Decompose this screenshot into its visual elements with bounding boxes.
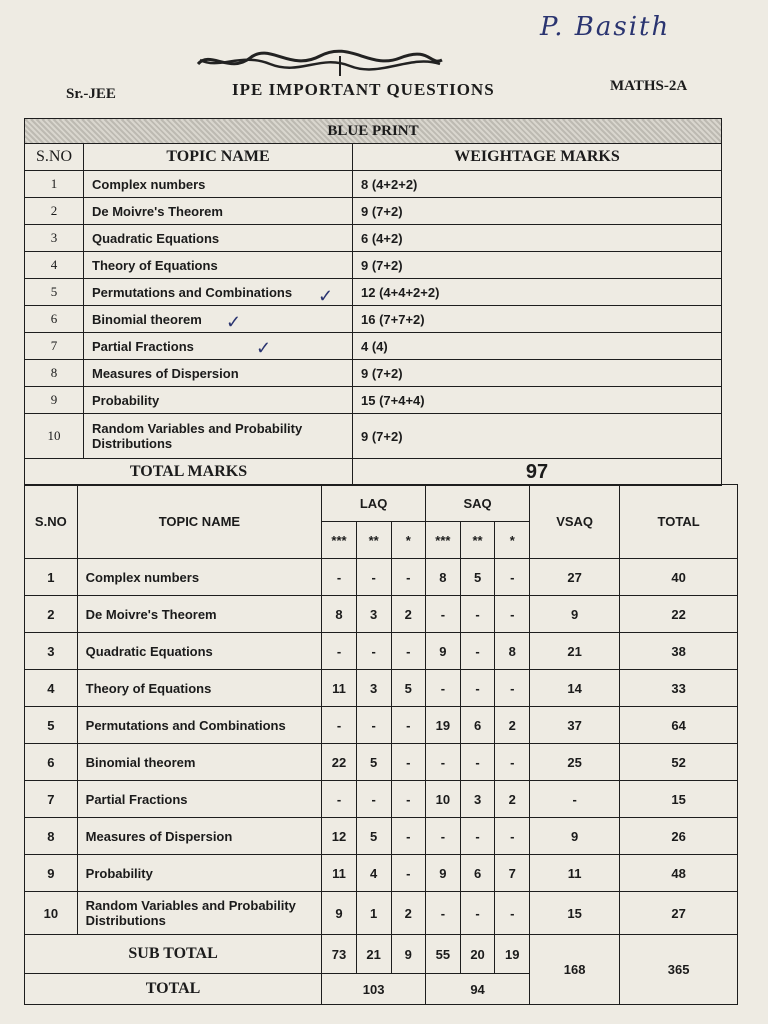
table-cell: - bbox=[460, 892, 495, 935]
table-cell: 8 bbox=[426, 559, 461, 596]
table-cell: - bbox=[426, 892, 461, 935]
table-cell: 4 (4) bbox=[353, 333, 722, 360]
table-cell: - bbox=[391, 744, 426, 781]
table-cell: 5 bbox=[356, 818, 391, 855]
table-cell: 10 bbox=[25, 414, 84, 459]
subtotal-label: SUB TOTAL bbox=[25, 935, 322, 974]
table-cell: 1 bbox=[356, 892, 391, 935]
table-cell: Quadratic Equations bbox=[77, 633, 321, 670]
table-cell: - bbox=[460, 633, 495, 670]
table-cell: 9 bbox=[25, 387, 84, 414]
subtotal-cell: 55 bbox=[426, 935, 461, 974]
table-cell: 6 bbox=[460, 855, 495, 892]
table-cell: - bbox=[391, 559, 426, 596]
table-cell: Theory of Equations bbox=[84, 252, 353, 279]
table-cell: 26 bbox=[620, 818, 738, 855]
table-cell: 5 bbox=[25, 279, 84, 306]
table-cell: 38 bbox=[620, 633, 738, 670]
table-cell: 6 bbox=[460, 707, 495, 744]
table-cell: Random Variables and Probability Distributions bbox=[77, 892, 321, 935]
table-cell: 19 bbox=[426, 707, 461, 744]
table-cell: 2 bbox=[495, 707, 530, 744]
table-row bbox=[25, 781, 738, 818]
table-cell: 5 bbox=[391, 670, 426, 707]
table-cell: 37 bbox=[530, 707, 620, 744]
col-weightage-header: WEIGHTAGE MARKS bbox=[353, 144, 722, 171]
table-cell: De Moivre's Theorem bbox=[84, 198, 353, 225]
table-cell: 6 bbox=[25, 306, 84, 333]
table-cell: 11 bbox=[322, 670, 357, 707]
table-cell: Probability bbox=[77, 855, 321, 892]
table-cell: 52 bbox=[620, 744, 738, 781]
table-row bbox=[25, 855, 738, 892]
check-mark-icon: ✓ bbox=[226, 312, 242, 332]
table-cell: - bbox=[322, 781, 357, 818]
table-cell: 40 bbox=[620, 559, 738, 596]
table-cell: 27 bbox=[530, 559, 620, 596]
col-laq-header: LAQ bbox=[322, 485, 426, 522]
table-cell: 7 bbox=[495, 855, 530, 892]
table-cell: 4 bbox=[356, 855, 391, 892]
scribbled-out-heading bbox=[190, 46, 450, 76]
table-cell: 9 bbox=[25, 855, 78, 892]
table-cell: 9 (7+2) bbox=[353, 198, 722, 225]
table-cell: 12 bbox=[322, 818, 357, 855]
table-cell: 16 (7+7+2) bbox=[353, 306, 722, 333]
table-row bbox=[25, 633, 738, 670]
table-cell: - bbox=[426, 818, 461, 855]
table-cell: - bbox=[356, 633, 391, 670]
table-cell: Measures of Dispersion bbox=[84, 360, 353, 387]
table-cell: - bbox=[460, 744, 495, 781]
table-row bbox=[25, 818, 738, 855]
table-cell: - bbox=[495, 818, 530, 855]
table-cell: 15 bbox=[530, 892, 620, 935]
col-total-header: TOTAL bbox=[620, 485, 738, 559]
table-cell: - bbox=[356, 707, 391, 744]
star-header: *** bbox=[426, 522, 461, 559]
col-sno-header: S.NO bbox=[25, 144, 84, 171]
table-cell: 9 bbox=[322, 892, 357, 935]
question-distribution-table bbox=[24, 484, 738, 1005]
table-cell: - bbox=[530, 781, 620, 818]
table-cell: 15 (7+4+4) bbox=[353, 387, 722, 414]
subtotal-cell: 9 bbox=[391, 935, 426, 974]
table-cell: - bbox=[322, 633, 357, 670]
table-cell: - bbox=[495, 596, 530, 633]
table-row bbox=[25, 707, 738, 744]
table-cell: 27 bbox=[620, 892, 738, 935]
table-cell: - bbox=[391, 818, 426, 855]
col-saq-header: SAQ bbox=[426, 485, 530, 522]
table-cell: - bbox=[495, 744, 530, 781]
table-cell: - bbox=[391, 855, 426, 892]
col-topic-header: TOPIC NAME bbox=[84, 144, 353, 171]
table-cell: 7 bbox=[25, 333, 84, 360]
table-cell: - bbox=[356, 559, 391, 596]
table-row bbox=[25, 596, 738, 633]
table-cell: - bbox=[391, 781, 426, 818]
table-cell: 1 bbox=[25, 559, 78, 596]
table-cell: 10 bbox=[426, 781, 461, 818]
handwritten-signature: P. Basith bbox=[540, 12, 671, 42]
table-cell: - bbox=[426, 744, 461, 781]
col-sno-header: S.NO bbox=[25, 485, 78, 559]
table-cell: 7 bbox=[25, 781, 78, 818]
table-cell: 33 bbox=[620, 670, 738, 707]
table-cell: - bbox=[356, 781, 391, 818]
table-row bbox=[25, 670, 738, 707]
table-cell: Binomial theorem bbox=[84, 306, 353, 333]
table-cell: Quadratic Equations bbox=[84, 225, 353, 252]
blueprint-table bbox=[24, 118, 722, 486]
table-cell: De Moivre's Theorem bbox=[77, 596, 321, 633]
table-row bbox=[25, 744, 738, 781]
total-label: TOTAL bbox=[25, 974, 322, 1005]
table-cell: - bbox=[426, 670, 461, 707]
table-cell: - bbox=[495, 892, 530, 935]
table-cell: 11 bbox=[530, 855, 620, 892]
blueprint-title: BLUE PRINT bbox=[25, 119, 722, 144]
table-cell: - bbox=[426, 596, 461, 633]
star-header: * bbox=[495, 522, 530, 559]
table-cell: 2 bbox=[391, 596, 426, 633]
table-cell: 21 bbox=[530, 633, 620, 670]
table-cell: 5 bbox=[460, 559, 495, 596]
table-cell: Permutations and Combinations bbox=[77, 707, 321, 744]
table-cell: 5 bbox=[356, 744, 391, 781]
star-header: ** bbox=[356, 522, 391, 559]
check-mark-icon: ✓ bbox=[256, 338, 272, 358]
check-mark-icon: ✓ bbox=[318, 286, 334, 306]
table-cell: 5 bbox=[25, 707, 78, 744]
table-cell: 2 bbox=[25, 198, 84, 225]
table-cell: - bbox=[460, 818, 495, 855]
table-cell: 9 (7+2) bbox=[353, 360, 722, 387]
star-header: * bbox=[391, 522, 426, 559]
table-cell: 3 bbox=[356, 596, 391, 633]
table-cell: 64 bbox=[620, 707, 738, 744]
table-cell: 2 bbox=[391, 892, 426, 935]
table-cell: 3 bbox=[25, 225, 84, 252]
table-cell: - bbox=[495, 670, 530, 707]
total-marks-label: TOTAL MARKS bbox=[25, 459, 353, 486]
table-cell: - bbox=[391, 633, 426, 670]
table-row bbox=[25, 892, 738, 935]
table-cell: 9 (7+2) bbox=[353, 414, 722, 459]
table-row bbox=[25, 559, 738, 596]
table-cell: 11 bbox=[322, 855, 357, 892]
subtotal-cell: 21 bbox=[356, 935, 391, 974]
table-cell: 9 (7+2) bbox=[353, 252, 722, 279]
subtotal-cell: 20 bbox=[460, 935, 495, 974]
table-cell: Random Variables and Probability Distributions bbox=[84, 414, 353, 459]
col-topic-header: TOPIC NAME bbox=[77, 485, 321, 559]
table-cell: Theory of Equations bbox=[77, 670, 321, 707]
subtotal-cell: 73 bbox=[322, 935, 357, 974]
table-cell: 22 bbox=[620, 596, 738, 633]
table-cell: 2 bbox=[495, 781, 530, 818]
table-cell: Partial Fractions bbox=[77, 781, 321, 818]
table-cell: 2 bbox=[25, 596, 78, 633]
table-cell: 22 bbox=[322, 744, 357, 781]
table-cell: 6 (4+2) bbox=[353, 225, 722, 252]
table-cell: 8 bbox=[322, 596, 357, 633]
table-cell: Partial Fractions bbox=[84, 333, 353, 360]
table-cell: 4 bbox=[25, 670, 78, 707]
total-marks-value: 97 bbox=[353, 459, 722, 486]
table-cell: 10 bbox=[25, 892, 78, 935]
table-cell: 9 bbox=[426, 633, 461, 670]
table-cell: 8 bbox=[495, 633, 530, 670]
table-cell: - bbox=[495, 559, 530, 596]
table-cell: Permutations and Combinations bbox=[84, 279, 353, 306]
table-cell: - bbox=[460, 596, 495, 633]
vsaq-total: 168 bbox=[530, 935, 620, 1005]
table-cell: 3 bbox=[25, 633, 78, 670]
col-vsaq-header: VSAQ bbox=[530, 485, 620, 559]
table-cell: - bbox=[391, 707, 426, 744]
subject-label: MATHS-2A bbox=[610, 78, 688, 94]
table-cell: Measures of Dispersion bbox=[77, 818, 321, 855]
star-header: ** bbox=[460, 522, 495, 559]
table-cell: 4 bbox=[25, 252, 84, 279]
laq-total: 103 bbox=[322, 974, 426, 1005]
table-cell: 14 bbox=[530, 670, 620, 707]
table-cell: 25 bbox=[530, 744, 620, 781]
table-cell: 8 bbox=[25, 360, 84, 387]
table-cell: 48 bbox=[620, 855, 738, 892]
table-cell: - bbox=[322, 707, 357, 744]
table-cell: 1 bbox=[25, 171, 84, 198]
saq-total: 94 bbox=[426, 974, 530, 1005]
table-cell: 6 bbox=[25, 744, 78, 781]
table-cell: 12 (4+4+2+2) bbox=[353, 279, 722, 306]
table-cell: 3 bbox=[460, 781, 495, 818]
table-cell: - bbox=[460, 670, 495, 707]
table-cell: Complex numbers bbox=[84, 171, 353, 198]
table-cell: 8 bbox=[25, 818, 78, 855]
table-cell: 15 bbox=[620, 781, 738, 818]
table-cell: 9 bbox=[530, 596, 620, 633]
table-cell: - bbox=[322, 559, 357, 596]
subtotal-cell: 19 bbox=[495, 935, 530, 974]
page-title: IPE IMPORTANT QUESTIONS bbox=[232, 80, 495, 99]
table-cell: 9 bbox=[426, 855, 461, 892]
table-cell: Probability bbox=[84, 387, 353, 414]
table-cell: 8 (4+2+2) bbox=[353, 171, 722, 198]
table-cell: Binomial theorem bbox=[77, 744, 321, 781]
class-label: Sr.-JEE bbox=[66, 86, 116, 102]
table-cell: Complex numbers bbox=[77, 559, 321, 596]
table-cell: 3 bbox=[356, 670, 391, 707]
star-header: *** bbox=[322, 522, 357, 559]
grand-total: 365 bbox=[620, 935, 738, 1005]
table-cell: 9 bbox=[530, 818, 620, 855]
